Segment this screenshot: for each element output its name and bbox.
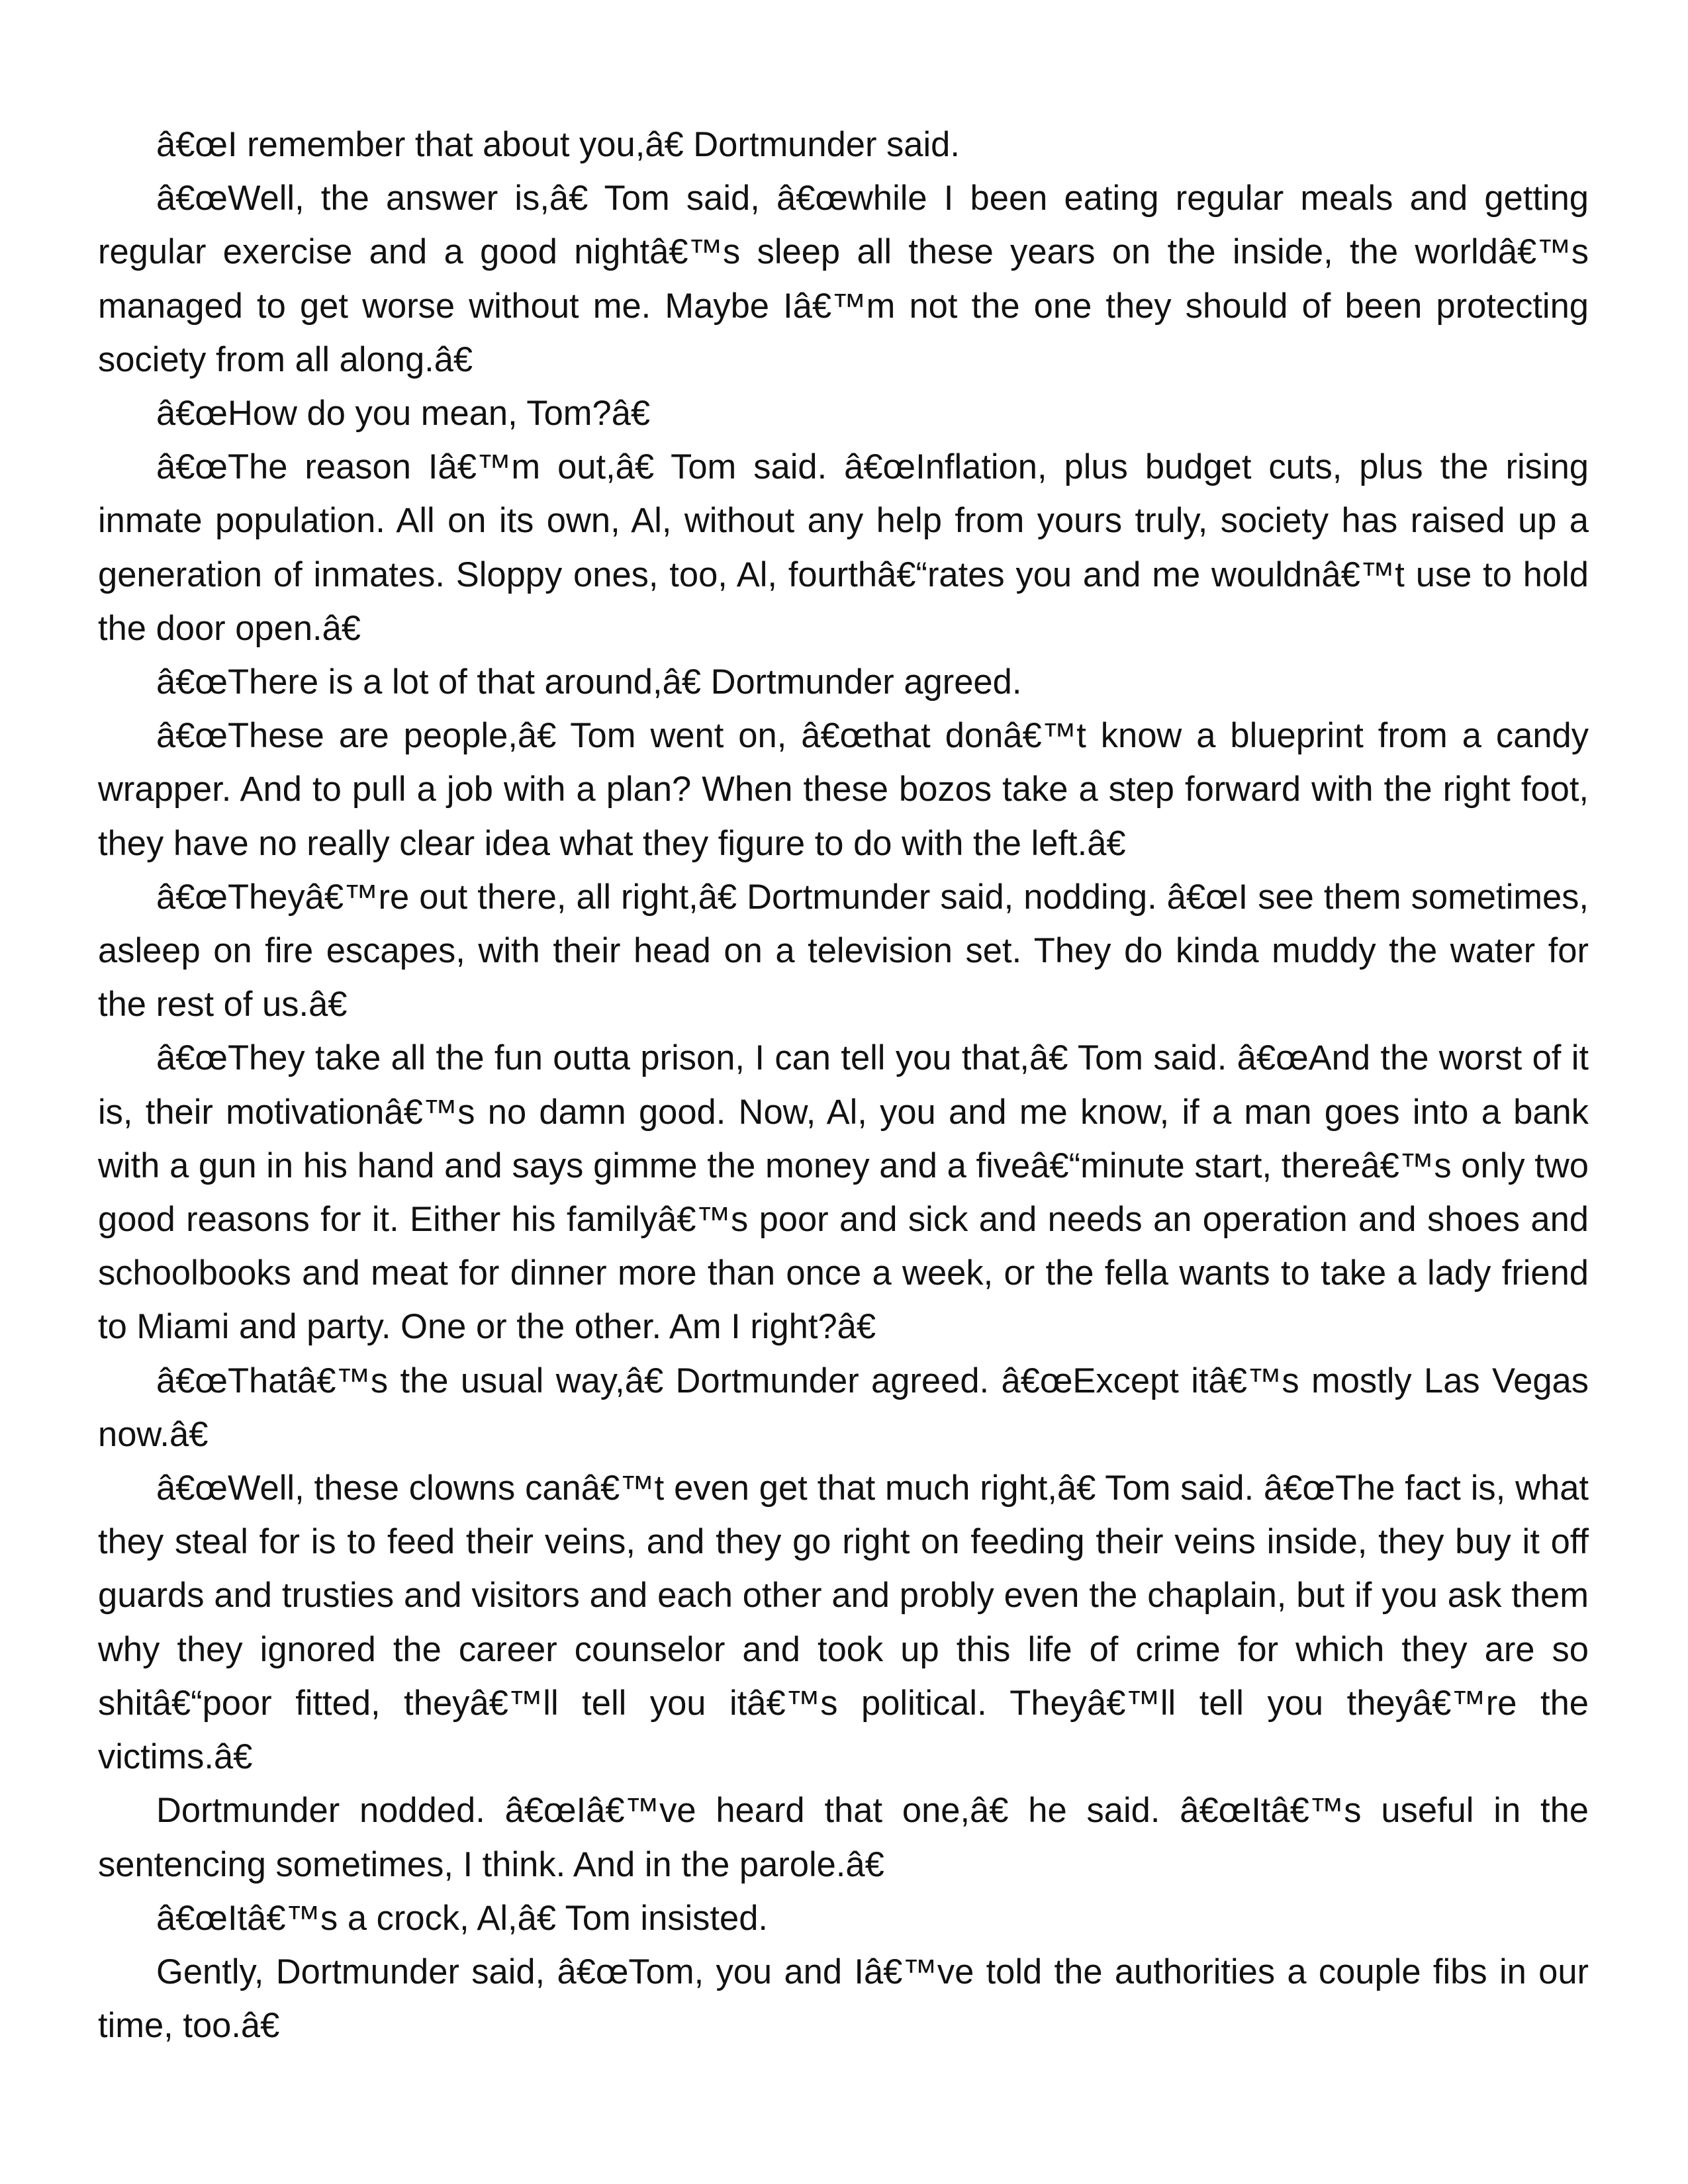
paragraph-11: Dortmunder nodded. â€œIâ€™ve heard that one,â€ he said. â€œItâ€™s useful in the sentencing sometimes, I think. And in the parole.â€ xyxy=(98,1791,1589,1884)
paragraph-8: â€œThey take all the fun outta prison, I can tell you that,â€ Tom said. â€œAnd the worst of it is, their motivationâ€™s no damn good. Now, Al, you and me know, if a man goes into a bank with a gun in his hand and says gimme the money and a fiveâ€“minute start, thereâ€™s only two good reasons for it. Either his familyâ€™s poor and sick and needs an operation and shoes and schoolbooks and meat for dinner more than once a week, or the fella wants to take a lady friend to Miami and party. One or the other. Am I right?â€ xyxy=(98,1038,1589,1347)
paragraph-9: â€œThatâ€™s the usual way,â€ Dortmunder agreed. â€œExcept itâ€™s mostly Las Vegas now.â€ xyxy=(98,1361,1589,1454)
paragraph-5: â€œThere is a lot of that around,â€ Dortmunder agreed. xyxy=(156,662,1022,702)
book-page xyxy=(98,118,1589,2052)
paragraph-12: â€œItâ€™s a crock, Al,â€ Tom insisted. xyxy=(156,1898,769,1938)
paragraph-13: Gently, Dortmunder said, â€œTom, you and Iâ€™ve told the authorities a couple fibs in our time, too.â€ xyxy=(98,1952,1589,2046)
paragraph-10: â€œWell, these clowns canâ€™t even get that much right,â€ Tom said. â€œThe fact is, what they steal for is to feed their veins, and they go right on feeding their veins inside, they buy it off guards and trusties and visitors and each other and probly even the chaplain, but if you ask them why they ignored the career counselor and took up this life of crime for which they are so shitâ€“poor fitted, theyâ€™ll tell you itâ€™s political. Theyâ€™ll tell you theyâ€™re the victims.â€ xyxy=(98,1469,1589,1777)
paragraph-3: â€œHow do you mean, Tom?â€ xyxy=(156,394,651,433)
paragraph-6: â€œThese are people,â€ Tom went on, â€œthat donâ€™t know a blueprint from a candy wrapper. And to pull a job with a plan? When these bozos take a step forward with the right foot, they have no really clear idea what they figure to do with the left.â€ xyxy=(98,716,1589,863)
paragraph-7: â€œTheyâ€™re out there, all right,â€ Dortmunder said, nodding. â€œI see them sometimes, asleep on fire escapes, with their head on a television set. They do kinda muddy the water for the rest of us.â€ xyxy=(98,877,1589,1024)
paragraph-2: â€œWell, the answer is,â€ Tom said, â€œwhile I been eating regular meals and getting regular exercise and a good nightâ€™s sleep all these years on the inside, the worldâ€™s managed to get worse without me. Maybe Iâ€™m not the one they should of been protecting society from all along.â€ xyxy=(98,179,1589,379)
paragraph-1: â€œI remember that about you,â€ Dortmunder said. xyxy=(156,125,960,164)
paragraph-4: â€œThe reason Iâ€™m out,â€ Tom said. â€œInflation, plus budget cuts, plus the rising inmate population. All on its own, Al, without any help from yours truly, society has raised up a generation of inmates. Sloppy ones, too, Al, fourthâ€“rates you and me wouldnâ€™t use to hold the door open.â€ xyxy=(98,447,1589,648)
